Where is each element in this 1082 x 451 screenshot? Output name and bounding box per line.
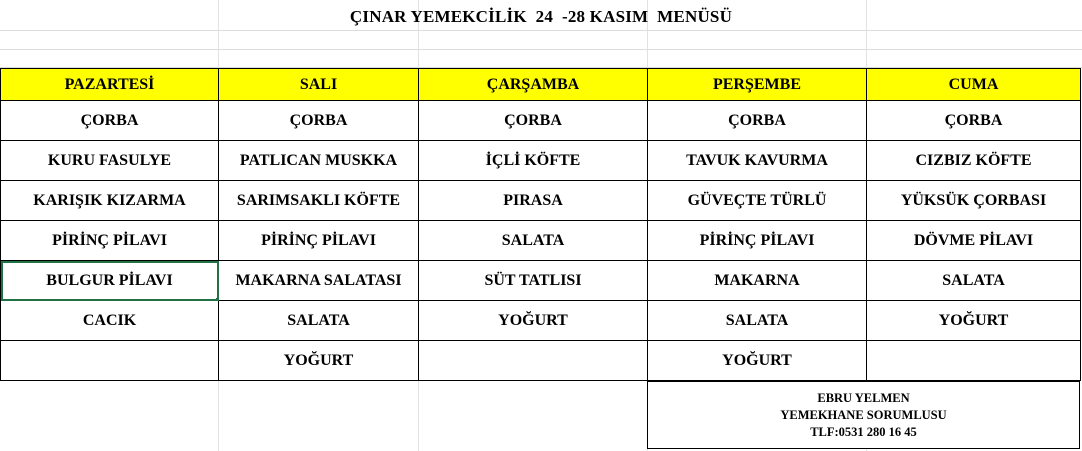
signature-name: EBRU YELMEN [817, 390, 910, 405]
menu-cell[interactable] [419, 341, 648, 381]
menu-cell[interactable]: DÖVME PİLAVI [867, 221, 1081, 261]
menu-cell[interactable]: YOĞURT [867, 301, 1081, 341]
menu-cell[interactable]: SALATA [419, 221, 648, 261]
menu-cell[interactable]: PİRİNÇ PİLAVI [1, 221, 219, 261]
menu-cell[interactable]: ÇORBA [419, 101, 648, 141]
menu-cell[interactable]: SALATA [867, 261, 1081, 301]
menu-cell[interactable]: KURU FASULYE [1, 141, 219, 181]
menu-cell[interactable]: ÇORBA [1, 101, 219, 141]
menu-cell[interactable]: TAVUK KAVURMA [648, 141, 867, 181]
menu-cell[interactable] [1, 341, 219, 381]
day-header-row [1, 69, 1081, 101]
menu-cell[interactable]: CIZBIZ KÖFTE [867, 141, 1081, 181]
menu-cell[interactable]: SARIMSAKLI KÖFTE [219, 181, 419, 221]
menu-cell[interactable]: SÜT TATLISI [419, 261, 648, 301]
signature-box[interactable] [647, 381, 1080, 449]
day-header-thursday[interactable]: PERŞEMBE [648, 69, 867, 101]
menu-cell[interactable]: PATLICAN MUSKKA [219, 141, 419, 181]
table-row [1, 181, 1081, 221]
table-row [1, 221, 1081, 261]
signature-phone: TLF:0531 280 16 45 [810, 424, 917, 439]
menu-title: ÇINAR YEMEKCİLİK 24 -28 KASIM MENÜSÜ [349, 7, 733, 26]
menu-cell[interactable]: ÇORBA [648, 101, 867, 141]
weekly-menu-table [0, 68, 1081, 381]
menu-cell[interactable]: YOĞURT [648, 341, 867, 381]
menu-cell[interactable]: YOĞURT [419, 301, 648, 341]
menu-cell-selected[interactable]: BULGUR PİLAVI [1, 261, 219, 301]
day-header-friday[interactable]: CUMA [867, 69, 1081, 101]
menu-cell[interactable]: YÜKSÜK ÇORBASI [867, 181, 1081, 221]
gridline [0, 30, 1082, 31]
day-header-monday[interactable]: PAZARTESİ [1, 69, 219, 101]
menu-cell[interactable]: GÜVEÇTE TÜRLÜ [648, 181, 867, 221]
day-header-wednesday[interactable]: ÇARŞAMBA [419, 69, 648, 101]
menu-cell[interactable]: PİRİNÇ PİLAVI [219, 221, 419, 261]
gridline [0, 49, 1082, 50]
menu-cell[interactable]: İÇLİ KÖFTE [419, 141, 648, 181]
menu-cell[interactable] [867, 341, 1081, 381]
menu-cell[interactable]: YOĞURT [219, 341, 419, 381]
menu-cell[interactable]: CACIK [1, 301, 219, 341]
menu-cell[interactable]: PİRİNÇ PİLAVI [648, 221, 867, 261]
menu-cell[interactable]: MAKARNA SALATASI [219, 261, 419, 301]
signature-role: YEMEKHANE SORUMLUSU [780, 407, 947, 422]
menu-cell[interactable]: ÇORBA [867, 101, 1081, 141]
menu-cell[interactable]: ÇORBA [219, 101, 419, 141]
table-row [1, 301, 1081, 341]
table-row [1, 341, 1081, 381]
menu-cell[interactable]: SALATA [648, 301, 867, 341]
menu-cell[interactable]: MAKARNA [648, 261, 867, 301]
menu-cell[interactable]: KARIŞIK KIZARMA [1, 181, 219, 221]
menu-cell[interactable]: PIRASA [419, 181, 648, 221]
table-row [1, 101, 1081, 141]
day-header-tuesday[interactable]: SALI [219, 69, 419, 101]
table-row [1, 261, 1081, 301]
table-row [1, 141, 1081, 181]
menu-cell[interactable]: SALATA [219, 301, 419, 341]
